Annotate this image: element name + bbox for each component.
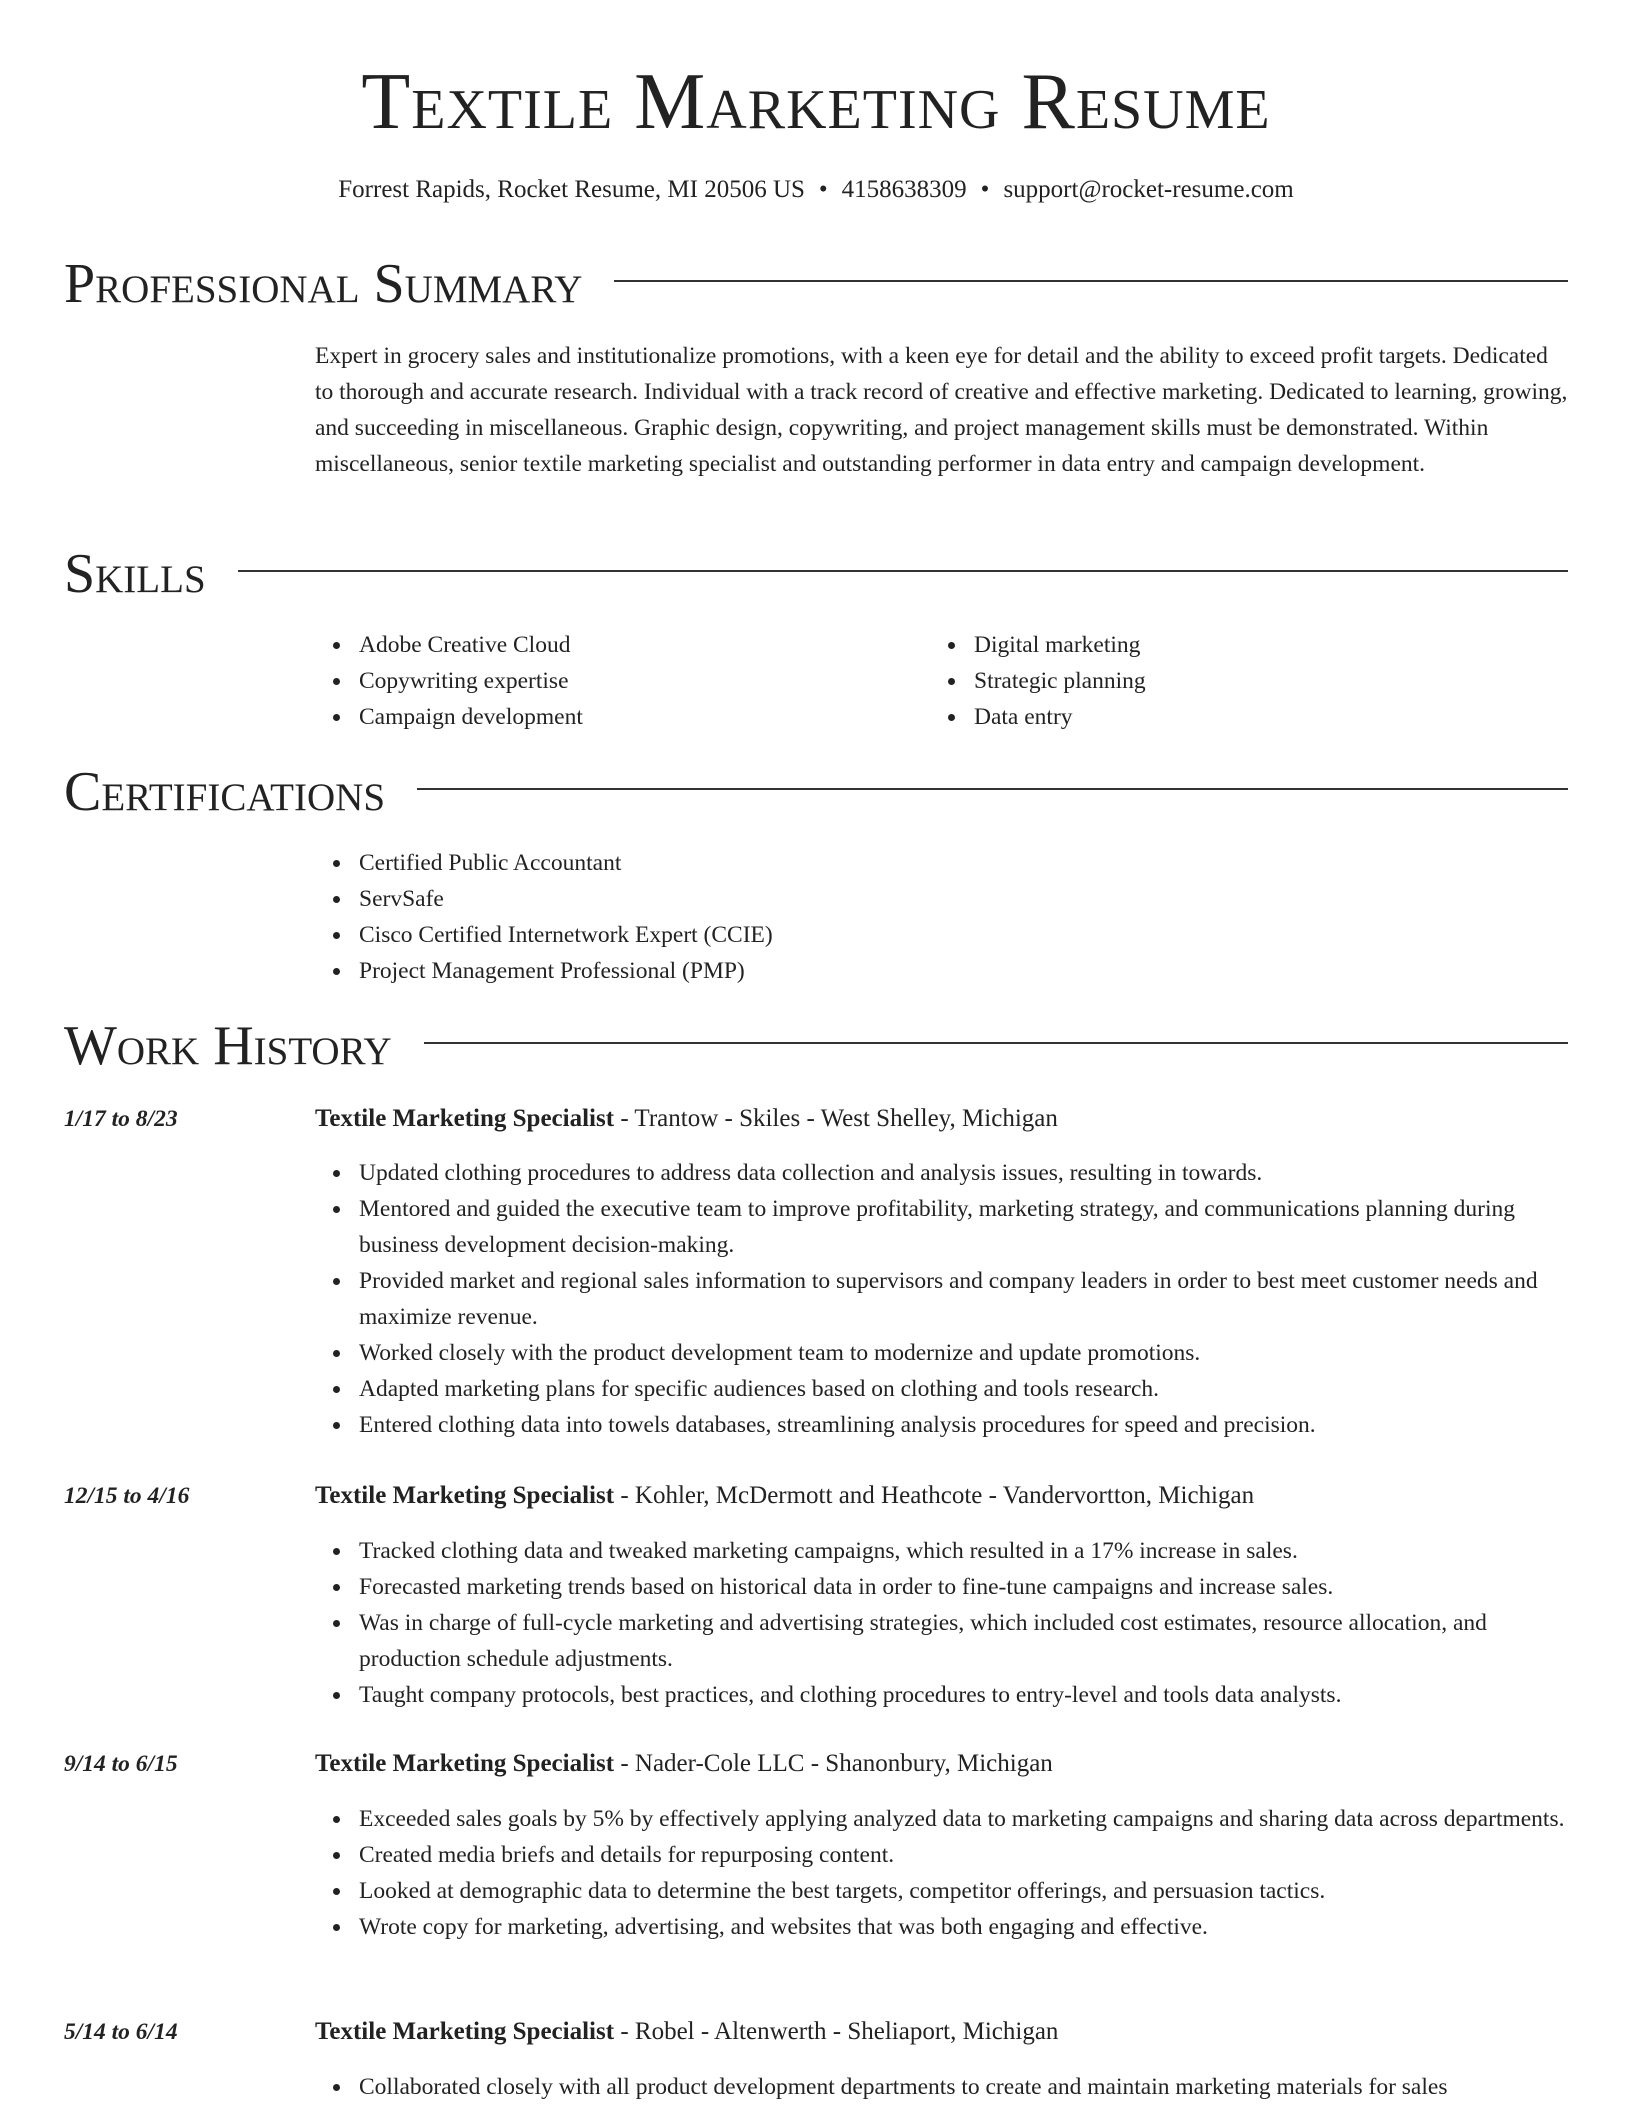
job-date: 9/14 to 6/15 bbox=[64, 1751, 178, 1777]
contact-address: Forrest Rapids, Rocket Resume, MI 20506 US bbox=[338, 176, 805, 203]
skills-column-right bbox=[930, 627, 1530, 735]
job-title: Textile Marketing Specialist bbox=[315, 2018, 615, 2045]
job-title: Textile Marketing Specialist bbox=[315, 1750, 615, 1777]
job-duty-item: Updated clothing procedures to address data collection and analysis issues, resulting in towards. bbox=[359, 1155, 1570, 1191]
contact-separator: • bbox=[818, 176, 828, 203]
job-duty-item: Provided market and regional sales information to supervisors and company leaders in order to best meet customer needs and maximize revenue. bbox=[359, 1263, 1570, 1335]
job-title: Textile Marketing Specialist bbox=[315, 1482, 615, 1509]
job-duty-item: Taught company protocols, best practices, and clothing procedures to entry-level and tools data analysts. bbox=[359, 1677, 1570, 1713]
job-heading bbox=[315, 1746, 1053, 1782]
skills-section-title: Skills bbox=[64, 543, 206, 605]
job-duties bbox=[315, 1801, 1570, 1945]
job-duties bbox=[315, 2069, 1570, 2112]
job-company: - Trantow - Skiles - West Shelley, Michigan bbox=[614, 1105, 1058, 1132]
certifications-section-title: Certifications bbox=[64, 761, 386, 823]
job-date: 12/15 to 4/16 bbox=[64, 1483, 190, 1509]
contact-separator: • bbox=[980, 176, 990, 203]
skill-item: Campaign development bbox=[359, 699, 915, 735]
contact-email: support@rocket-resume.com bbox=[1003, 176, 1294, 203]
skill-item: Data entry bbox=[974, 699, 1530, 735]
certification-item: ServSafe bbox=[359, 881, 773, 917]
resume-name: Textile Marketing Resume bbox=[361, 58, 1271, 146]
job-duty-item: Entered clothing data into towels databases, streamlining analysis procedures for speed and precision. bbox=[359, 1407, 1570, 1443]
job-company: - Kohler, McDermott and Heathcote - Vandervortton, Michigan bbox=[614, 1482, 1255, 1509]
section-divider bbox=[238, 570, 1568, 572]
job-duty-item: Worked closely with the product development team to modernize and update promotions. bbox=[359, 1335, 1570, 1371]
work-history-section-title: Work History bbox=[64, 1015, 392, 1077]
contact-phone: 4158638309 bbox=[841, 176, 967, 203]
certification-item: Project Management Professional (PMP) bbox=[359, 953, 773, 989]
skills-section-header bbox=[64, 542, 1568, 606]
job-company: - Robel - Altenwerth - Sheliaport, Michigan bbox=[614, 2018, 1059, 2045]
job-heading bbox=[315, 1101, 1058, 1137]
job-duty-item: Mentored and guided the executive team to improve profitability, marketing strategy, and communications planning during business development decision-making. bbox=[359, 1191, 1570, 1263]
job-title: Textile Marketing Specialist bbox=[315, 1105, 615, 1132]
job-company: - Nader-Cole LLC - Shanonbury, Michigan bbox=[614, 1750, 1053, 1777]
contact-line bbox=[0, 172, 1632, 208]
job-date: 5/14 to 6/14 bbox=[64, 2019, 178, 2045]
skill-item: Adobe Creative Cloud bbox=[359, 627, 915, 663]
skill-item: Strategic planning bbox=[974, 663, 1530, 699]
summary-text: Expert in grocery sales and institutionalize promotions, with a keen eye for detail and the ability to exceed profit targets. Dedicated to thorough and accurate research. Individual with a track record of creative and effective marketing. Dedicated to learning, growing, and succeeding in miscellaneous. Graphic design, copywriting, and project management skills must be demonstrated. Within miscellaneous, senior textile marketing specialist and outstanding performer in data entry and campaign development. bbox=[315, 343, 1568, 477]
section-divider bbox=[614, 280, 1568, 282]
job-date: 1/17 to 8/23 bbox=[64, 1106, 178, 1132]
job-heading bbox=[315, 1478, 1254, 1514]
section-divider bbox=[424, 1042, 1568, 1044]
job-duty-item: Was in charge of full-cycle marketing and advertising strategies, which included cost estimates, resource allocation, and production schedule adjustments. bbox=[359, 1605, 1570, 1677]
job-duty-item: Tracked clothing data and tweaked marketing campaigns, which resulted in a 17% increase in sales. bbox=[359, 1533, 1570, 1569]
job-duties bbox=[315, 1533, 1570, 1713]
certifications-list bbox=[315, 845, 773, 989]
skill-item: Copywriting expertise bbox=[359, 663, 915, 699]
skills-column-left bbox=[315, 627, 915, 735]
job-duty-item: Wrote copy for marketing, advertising, and websites that was both engaging and effective. bbox=[359, 1909, 1570, 1945]
certification-item: Cisco Certified Internetwork Expert (CCIE) bbox=[359, 917, 773, 953]
job-duty-item: Collaborated closely with all product development departments to create and maintain marketing materials for sales bbox=[359, 2069, 1570, 2105]
job-duty-item: Adapted marketing plans for specific audiences based on clothing and tools research. bbox=[359, 1371, 1570, 1407]
job-heading bbox=[315, 2014, 1058, 2050]
certifications-section-header bbox=[64, 760, 1568, 824]
summary-section-title: Professional Summary bbox=[64, 253, 583, 315]
summary-section-header bbox=[64, 252, 1568, 316]
certification-item: Certified Public Accountant bbox=[359, 845, 773, 881]
job-duties bbox=[315, 1155, 1570, 1443]
job-duty-item: Created media briefs and details for repurposing content. bbox=[359, 1837, 1570, 1873]
job-duty-item: Forecasted marketing trends based on historical data in order to fine-tune campaigns and increase sales. bbox=[359, 1569, 1570, 1605]
job-duty-item: Looked at demographic data to determine the best targets, competitor offerings, and persuasion tactics. bbox=[359, 1873, 1570, 1909]
section-divider bbox=[417, 788, 1568, 790]
job-duty-item: Exceeded sales goals by 5% by effectively applying analyzed data to marketing campaigns and sharing data across departments. bbox=[359, 1801, 1570, 1837]
work-history-section-header bbox=[64, 1014, 1568, 1078]
skill-item: Digital marketing bbox=[974, 627, 1530, 663]
